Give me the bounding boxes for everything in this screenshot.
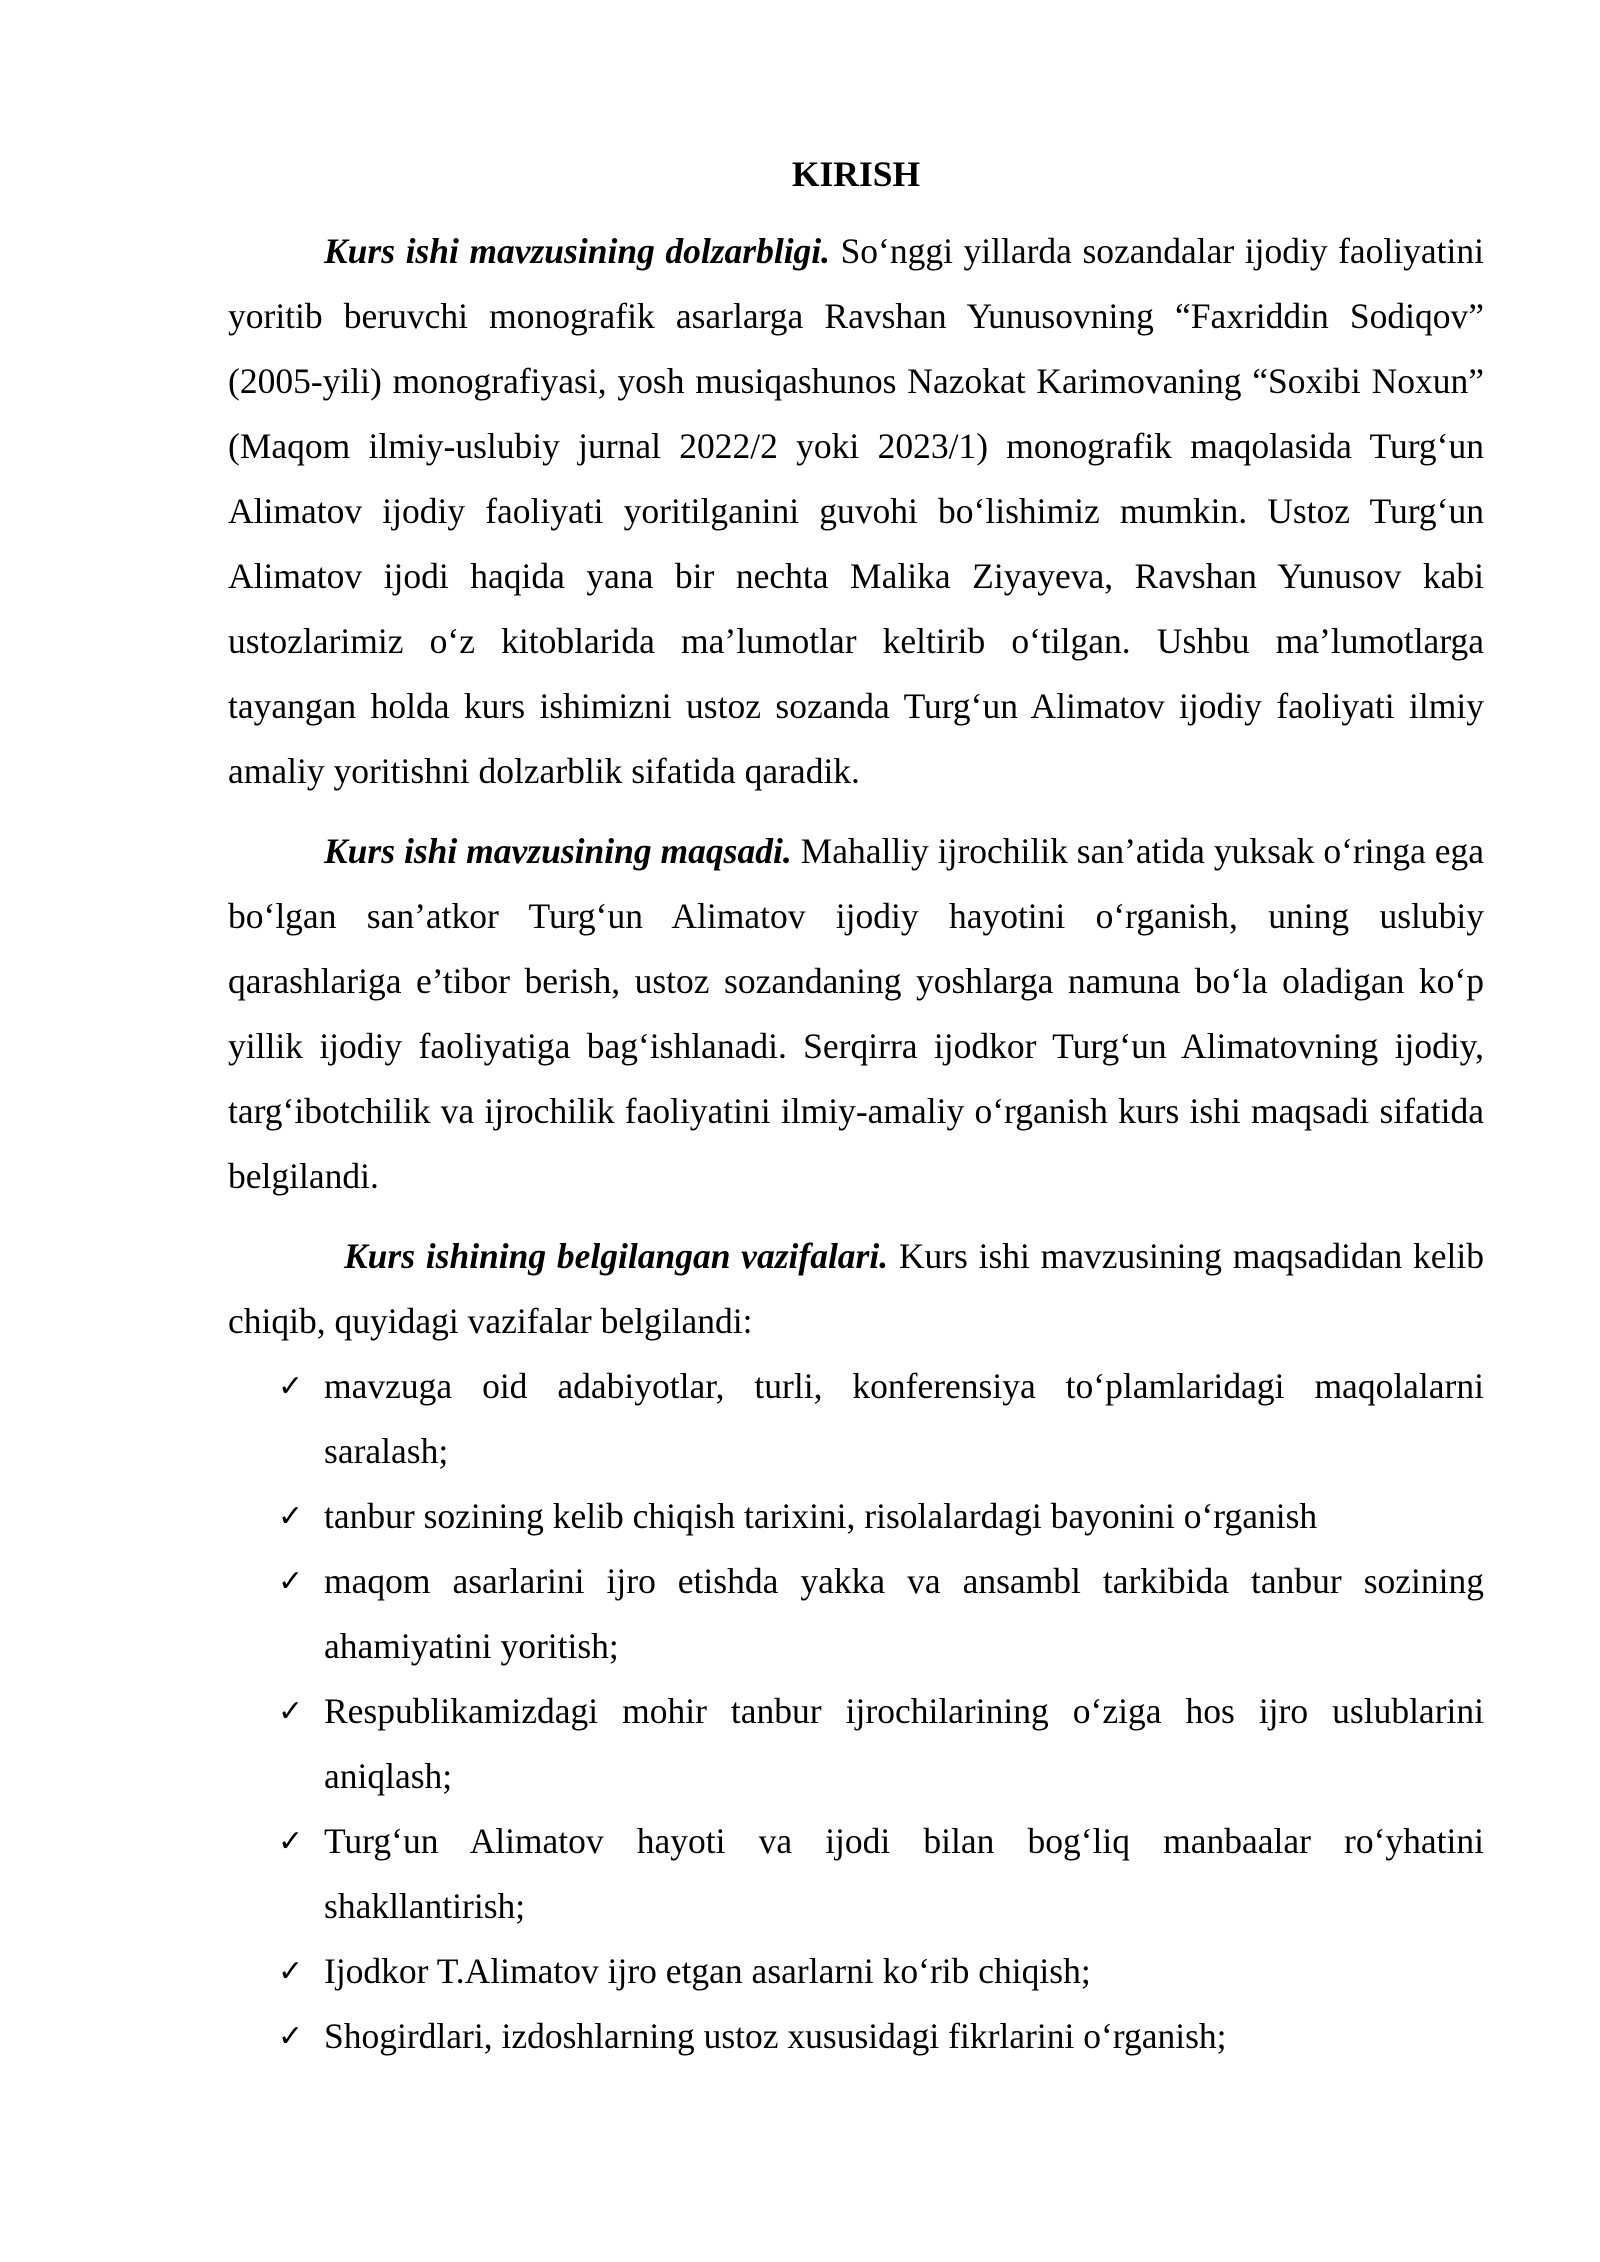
list-item (228, 1679, 1484, 1809)
checkmark-icon: ✓ (278, 2019, 304, 2054)
list-item-text: maqom asarlarini ijro etishda yakka va ansambl tarkibida tanbur sozining ahamiyatini yoritish; (324, 1561, 1484, 1666)
list-item-text: Ijodkor T.Alimatov ijro etgan asarlarni ko‘rib chiqish; (324, 1951, 1091, 1991)
page-title: KIRISH (791, 154, 921, 194)
list-item (228, 1354, 1484, 1484)
list-item (228, 1939, 1484, 2004)
list-item (228, 1549, 1484, 1679)
page-content (228, 142, 1484, 2069)
checkmark-icon: ✓ (278, 1564, 304, 1599)
relevance-text: So‘nggi yillarda sozandalar ijodiy faoliyatini yoritib beruvchi monografik asarlarga Ravshan Yunusovning “Faxriddin Sodiqov” (2005-yili) monografiyasi, yosh musiqashunos Nazokat Karimovaning “Soxibi Noxun” (Maqom ilmiy-uslubiy jurnal 2022/2 yoki 2023/1) monografik maqolasida Turg‘un Alimatov ijodiy faoliyati yoritilganini guvohi bo‘lishimiz mumkin. Ustoz Turg‘un Alimatov ijodi haqida yana bir nechta Malika Ziyayeva, Ravshan Yunusov kabi ustozlarimiz o‘z kitoblarida ma’lumotlar keltirib o‘tilgan. Ushbu ma’lumotlarga tayangan holda kurs ishimizni ustoz sozanda Turg‘un Alimatov ijodiy faoliyati ilmiy amaliy yoritishni dolzarblik sifatida qaradik. (228, 231, 1484, 791)
checkmark-icon: ✓ (278, 1824, 304, 1859)
goal-heading: Kurs ishi mavzusining maqsadi. (324, 831, 792, 871)
list-item (228, 1484, 1484, 1549)
goal-paragraph (228, 819, 1484, 1209)
checkmark-icon: ✓ (278, 1369, 304, 1404)
tasks-text: Kurs ishi mavzusining maqsadidan kelib chiqib, quyidagi vazifalar belgilandi: (228, 1236, 1485, 1341)
list-item-text: mavzuga oid adabiyotlar, turli, konferensiya to‘plamlaridagi maqolalarni saralash; (324, 1366, 1484, 1471)
tasks-heading: Kurs ishining belgilangan vazifalari. (344, 1236, 889, 1276)
checkmark-icon: ✓ (278, 1499, 304, 1534)
goal-text: Mahalliy ijrochilik san’atida yuksak o‘ringa ega bo‘lgan san’atkor Turg‘un Alimatov ijodiy hayotini o‘rganish, uning uslubiy qarashlariga e’tibor berish, ustoz sozandaning yoshlarga namuna bo‘la oladigan ko‘p yillik ijodiy faoliyatiga bag‘ishlanadi. Serqirra ijodkor Turg‘un Alimatovning ijodiy, targ‘ibotchilik va ijrochilik faoliyatini ilmiy-amaliy o‘rganish kurs ishi maqsadi sifatida belgilandi. (228, 831, 1485, 1196)
checkmark-icon: ✓ (278, 1694, 304, 1729)
list-item-text: Respublikamizdagi mohir tanbur ijrochilarining o‘ziga hos ijro uslublarini aniqlash; (324, 1691, 1484, 1796)
list-item (228, 1809, 1484, 1939)
list-item-text: Shogirdlari, izdoshlarning ustoz xususidagi fikrlarini o‘rganish; (324, 2016, 1227, 2056)
relevance-paragraph (228, 219, 1484, 804)
list-item-text: Turg‘un Alimatov hayoti va ijodi bilan bog‘liq manbaalar ro‘yhatini shakllantirish; (324, 1821, 1484, 1926)
list-item-text: tanbur sozining kelib chiqish tarixini, risolalardagi bayonini o‘rganish (324, 1496, 1318, 1536)
checkmark-icon: ✓ (278, 1954, 304, 1989)
relevance-heading: Kurs ishi mavzusining dolzarbligi. (324, 231, 831, 271)
tasks-paragraph (228, 1224, 1484, 1354)
list-item (228, 2004, 1484, 2069)
tasks-list (228, 1354, 1484, 2069)
